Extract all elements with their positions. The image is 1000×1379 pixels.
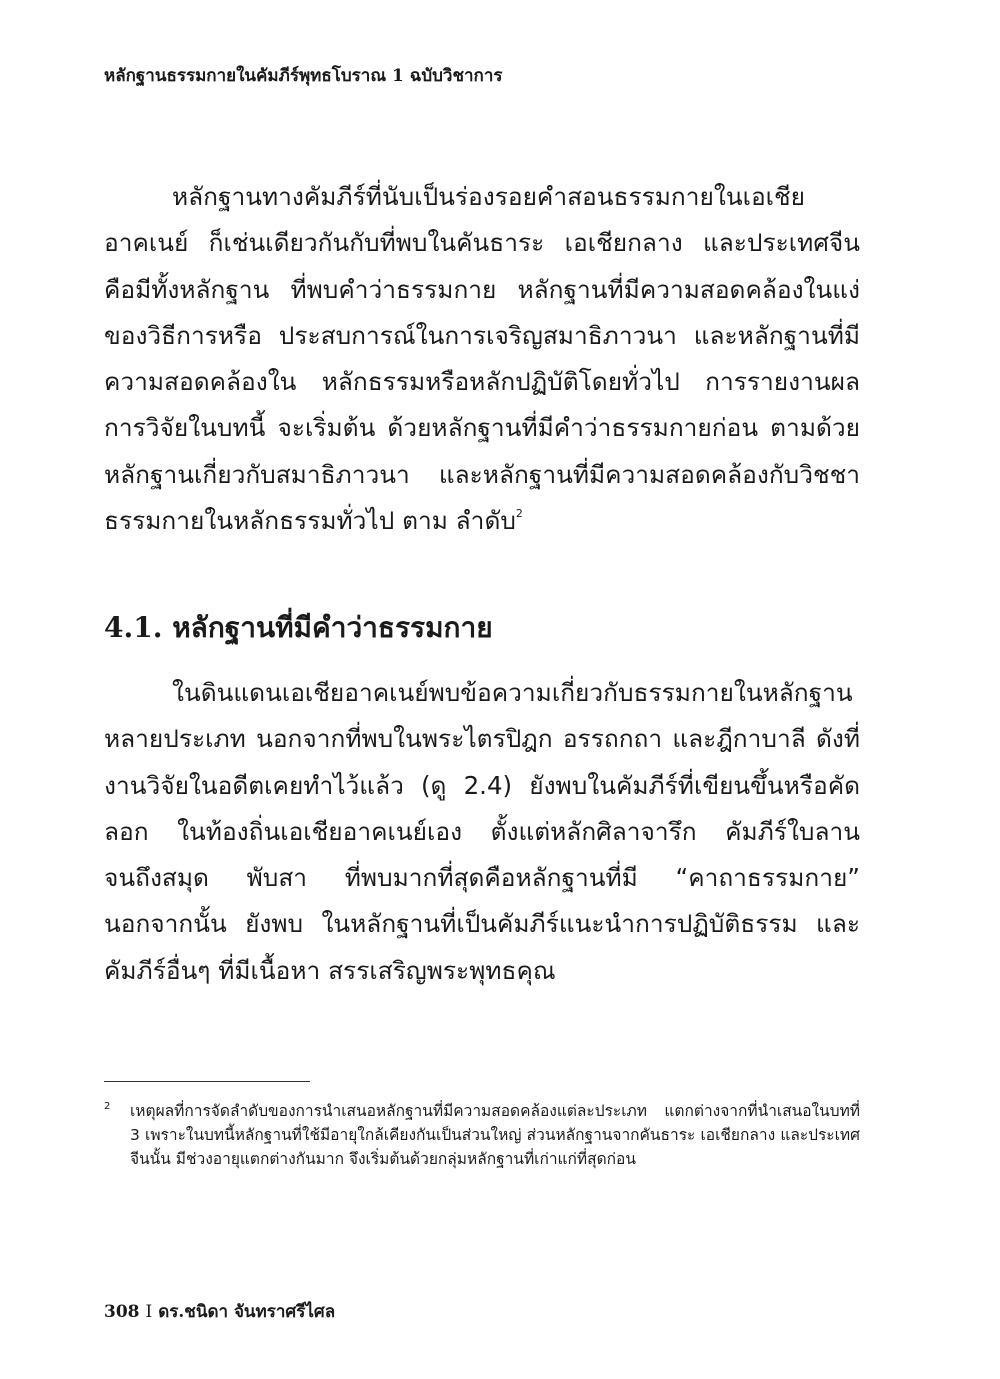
paragraph-1-text: หลักฐานทางคัมภีร์ที่นับเป็นร่องรอยคำสอนธรรมกายในเอเชียอาคเนย์ ก็เช่นเดียวกันกับที่พบในคันธาระ เอเชียกลาง และประเทศจีน คือมีทั้งหลักฐาน ที่พบคำว่าธรรมกาย หลักฐานที่มีความสอดคล้องในแง่ของวิธีการหรือ ประสบการณ์ในการเจริญสมาธิภาวนา และหลักฐานที่มีความสอดคล้องใน หลักธรรมหรือหลักปฏิบัติโดยทั่วไป การรายงานผลการวิจัยในบทนี้ จะเริ่มต้น ด้วยหลักฐานที่มีคำว่าธรรมกายก่อน ตามด้วยหลักฐานเกี่ยวกับสมาธิภาวนา และหลักฐานที่มีความสอดคล้องกับวิชชาธรรมกายในหลักธรรมทั่วไป ตาม ลำดับ xyxy=(104,182,860,536)
footnote-reference[interactable]: 2 xyxy=(515,507,523,521)
paragraph-2-text: ในดินแดนเอเชียอาคเนย์พบข้อความเกี่ยวกับธรรมกายในหลักฐาน หลายประเภท นอกจากที่พบในพระไตรปิฎก อรรถกถา และฎีกาบาลี ดังที่ งานวิจัยในอดีตเคยทำไว้แล้ว (ดู 2.4) ยังพบในคัมภีร์ที่เขียนขึ้นหรือคัดลอก ในท้องถิ่นเอเชียอาคเนย์เอง ตั้งแต่หลักศิลาจารึก คัมภีร์ใบลาน จนถึงสมุด พับสา ที่พบมากที่สุดคือหลักฐานที่มี “คาถาธรรมกาย” นอกจากนั้น ยังพบ ในหลักฐานที่เป็นคัมภีร์แนะนำการปฏิบัติธรรม และคัมภีร์อื่นๆ ที่มีเนื้อหา สรรเสริญพระพุทธคุณ xyxy=(104,678,860,985)
running-head: หลักฐานธรรมกายในคัมภีร์พุทธโบราณ 1 ฉบับวิชาการ xyxy=(104,66,503,86)
footer-separator: I xyxy=(145,1302,153,1322)
body-paragraph-2 xyxy=(104,670,860,994)
author-name: ดร.ชนิดา จันทราศรีไศล xyxy=(158,1302,336,1322)
footnote-text: เหตุผลที่การจัดลำดับของการนำเสนอหลักฐานที่มีความสอดคล้องแต่ละประเภท แตกต่างจากที่นำเสนอในบทที่ 3 เพราะในบทนี้หลักฐานที่ใช้มีอายุใกล้เคียงกันเป็นส่วนใหญ่ ส่วนหลักฐานจากคันธาระ เอเชียกลาง และประเทศจีนนั้น มีช่วงอายุแตกต่างกันมาก จึงเริ่มต้นด้วยกลุ่มหลักฐานที่เก่าแก่ที่สุดก่อน xyxy=(130,1102,860,1168)
body-paragraph-1 xyxy=(104,174,860,544)
footnote-number: 2 xyxy=(104,1101,111,1112)
footnote-divider xyxy=(104,1081,310,1082)
page-number: 308 xyxy=(104,1302,140,1322)
section-heading: 4.1. หลักฐานที่มีคำว่าธรรมกาย xyxy=(104,611,493,644)
footnote xyxy=(104,1099,860,1171)
page-footer xyxy=(104,1298,335,1325)
